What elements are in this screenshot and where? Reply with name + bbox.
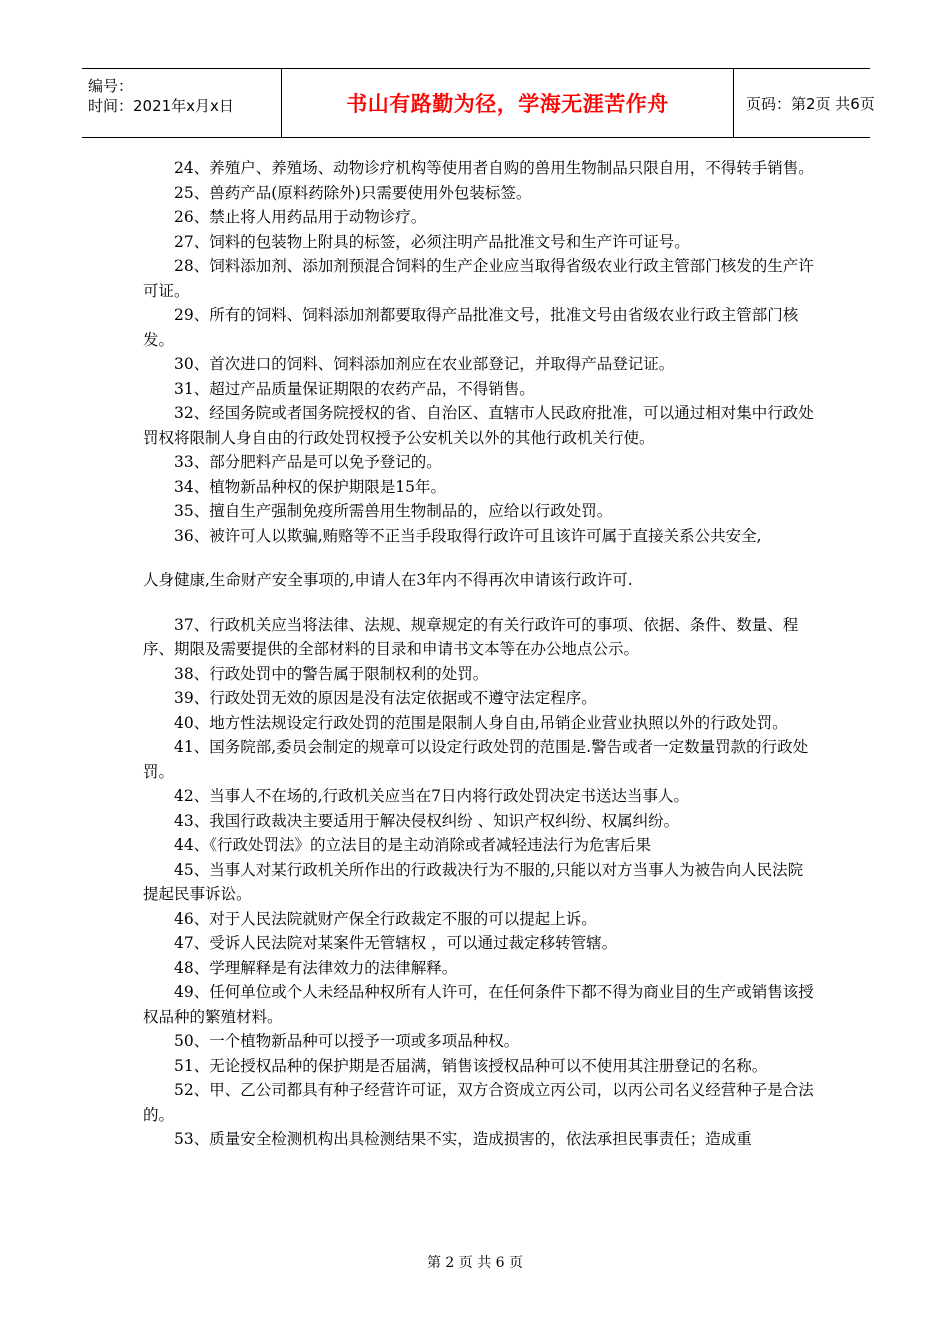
paragraph: 39、行政处罚无效的原因是没有法定依据或不遵守法定程序。	[174, 689, 597, 707]
paragraph: 34、植物新品种权的保护期限是15年。	[174, 477, 446, 496]
page-header	[82, 68, 875, 138]
paragraph: 29、所有的饲料、饲料添加剂都要取得产品批准文号，批准文号由省级农业行政主管部门核发。	[143, 306, 799, 349]
paragraph: 40、地方性法规设定行政处罚的范围是限制人身自由,吊销企业营业执照以外的行政处罚。	[174, 713, 788, 732]
paragraph: 52、甲、乙公司都具有种子经营许可证，双方合资成立丙公司，以丙公司名义经营种子是合法的。	[143, 1081, 814, 1124]
paragraph: 27、饲料的包装物上附具的标签，必须注明产品批准文号和生产许可证号。	[174, 232, 690, 251]
paragraph: 28、饲料添加剂、添加剂预混合饲料的生产企业应当取得省级农业行政主管部门核发的生产许可证。	[143, 257, 814, 300]
paragraph: 24、养殖户、养殖场、动物诊疗机构等使用者自购的兽用生物制品只限自用，不得转手销售。	[174, 159, 814, 177]
paragraph: 47、受诉人民法院对某案件无管辖权 ，可以通过裁定移转管辖。	[174, 934, 618, 952]
paragraph: 25、兽药产品(原料药除外)只需要使用外包装标签。	[174, 183, 532, 202]
paragraph: 38、行政处罚中的警告属于限制权利的处罚。	[174, 664, 489, 683]
code-label: 编号：	[88, 77, 134, 95]
paragraph: 37、行政机关应当将法律、法规、规章规定的有关行政许可的事项、依据、条件、数量、程序、期限及需要提供的全部材料的目录和申请书文本等在办公地点公示。	[143, 615, 799, 658]
paragraph: 41、国务院部,委员会制定的规章可以设定行政处罚的范围是.警告或者一定数量罚款的行政处罚。	[143, 738, 809, 781]
paragraph: 43、我国行政裁决主要适用于解决侵权纠纷 、知识产权纠纷、权属纠纷。	[174, 811, 680, 830]
document-body	[143, 156, 815, 1152]
paragraph: 26、禁止将人用药品用于动物诊疗。	[174, 208, 427, 226]
paragraph: 50、一个植物新品种可以授予一项或多项品种权。	[174, 1032, 520, 1050]
paragraph: 30、首次进口的饲料、饲料添加剂应在农业部登记，并取得产品登记证。	[174, 355, 675, 373]
paragraph: 45、当事人对某行政机关所作出的行政裁决行为不服的,只能以对方当事人为被告向人民法院提起民事诉讼。	[143, 860, 804, 903]
paragraph: 46、对于人民法院就财产保全行政裁定不服的可以提起上诉。	[174, 909, 597, 928]
paragraph: 51、无论授权品种的保护期是否届满，销售该授权品种可以不使用其注册登记的名称。	[174, 1056, 768, 1075]
header-meta	[82, 69, 282, 137]
paragraph: 44、《行政处罚法》的立法目的是主动消除或者减轻违法行为危害后果	[174, 836, 651, 854]
paragraph: 31、超过产品质量保证期限的农药产品，不得销售。	[174, 379, 535, 398]
paragraph: 人身健康,生命财产安全事项的,申请人在3年内不得再次申请该行政许可.	[143, 571, 633, 589]
paragraph: 35、擅自生产强制免疫所需兽用生物制品的，应给以行政处罚。	[174, 502, 613, 520]
paragraph: 48、学理解释是有法律效力的法律解释。	[174, 958, 458, 977]
paragraph: 49、任何单位或个人未经品种权所有人许可，在任何条件下都不得为商业目的生产或销售该授权品种的繁殖材料。	[143, 983, 814, 1026]
header-page-info: 页码：第2页 共6页	[746, 94, 875, 113]
paragraph: 42、当事人不在场的,行政机关应当在7日内将行政处罚决定书送达当事人。	[174, 787, 690, 805]
paragraph: 32、经国务院或者国务院授权的省、自治区、直辖市人民政府批准，可以通过相对集中行政处罚权将限制人身自由的行政处罚权授予公安机关以外的其他行政机关行使。	[143, 404, 814, 447]
page-footer: 第 2 页 共 6 页	[426, 1255, 524, 1271]
paragraph: 36、被许可人以欺骗,贿赂等不正当手段取得行政许可且该许可属于直接关系公共安全,	[174, 526, 762, 545]
paragraph: 33、部分肥料产品是可以免予登记的。	[174, 453, 442, 471]
paragraph: 53、质量安全检测机构出具检测结果不实，造成损害的，依法承担民事责任；造成重	[174, 1130, 752, 1148]
date-label: 时间：2021年x月x日	[88, 97, 234, 115]
header-motto: 书山有路勤为径，学海无涯苦作舟	[282, 69, 734, 137]
